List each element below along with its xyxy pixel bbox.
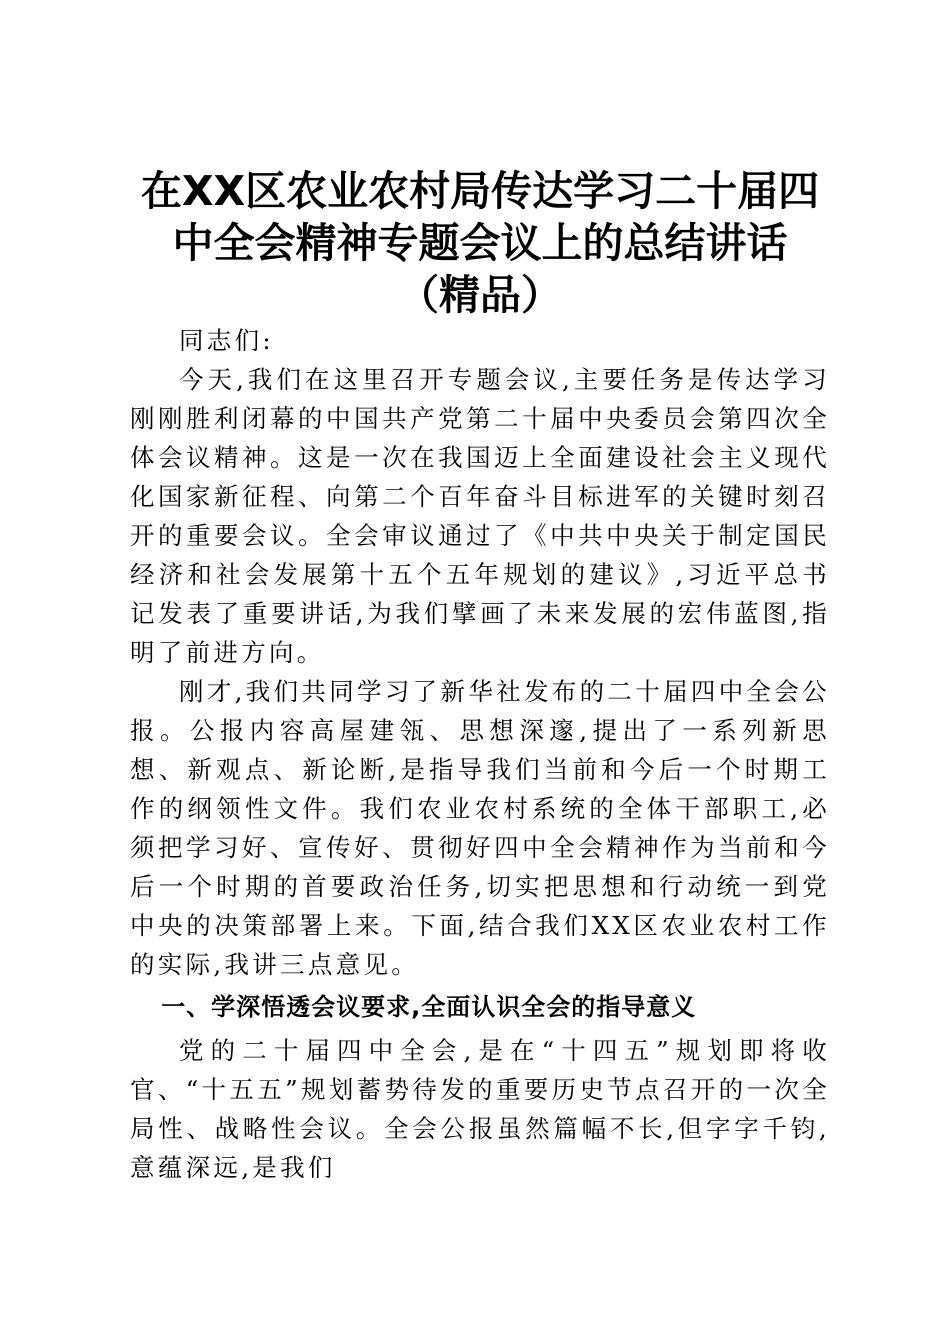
greeting: 同志们: [179,326,274,355]
section-heading-1: 一、学深悟透会议要求,全面认识全会的指导意义 [161,993,697,1021]
title-line-1: 在XX区农业农村局传达学习二十届四 [140,167,820,215]
document-title [130,165,830,321]
paragraph-opening: 今天,我们在这里召开专题会议,主要任务是传达学习刚刚胜利闭幕的中国共产党第二十届中央委员会第四次全体会议精神。这是一次在我国迈上全面建设社会主义现代化国家新征程、向第二个百年奋斗目标进军的关键时刻召开的重要会议。全会审议通过了《中共中央关于制定国民经济和社会发展第十五个五年规划的建议》,习近平总书记发表了重要讲话,为我们擘画了未来发展的宏伟蓝图,指明了前进方向。 [130,365,830,667]
document-page [130,165,830,1187]
section-1-paragraph: 党的二十届四中全会,是在“十四五”规划即将收官、“十五五”规划蓄势待发的重要历史节点召开的一次全局性、战略性会议。全会公报虽然篇幅不长,但字字千钧,意蕴深远,是我们 [130,1036,830,1182]
document-body [130,321,830,1187]
paragraph-bulletin: 刚才,我们共同学习了新华社发布的二十届四中全会公报。公报内容高屋建瓴、思想深邃,提出了一系列新思想、新观点、新论断,是指导我们当前和今后一个时期工作的纲领性文件。我们农业农村系统的全体干部职工,必须把学习好、宣传好、贯彻好四中全会精神作为当前和今后一个时期的首要政治任务,切实把思想和行动统一到党中央的决策部署上来。下面,结合我们XX区农业农村工作的实际,我讲三点意见。 [130,677,830,979]
title-line-2: 中全会精神专题会议上的总结讲话 [172,219,788,267]
title-line-3: （精品） [398,271,562,319]
